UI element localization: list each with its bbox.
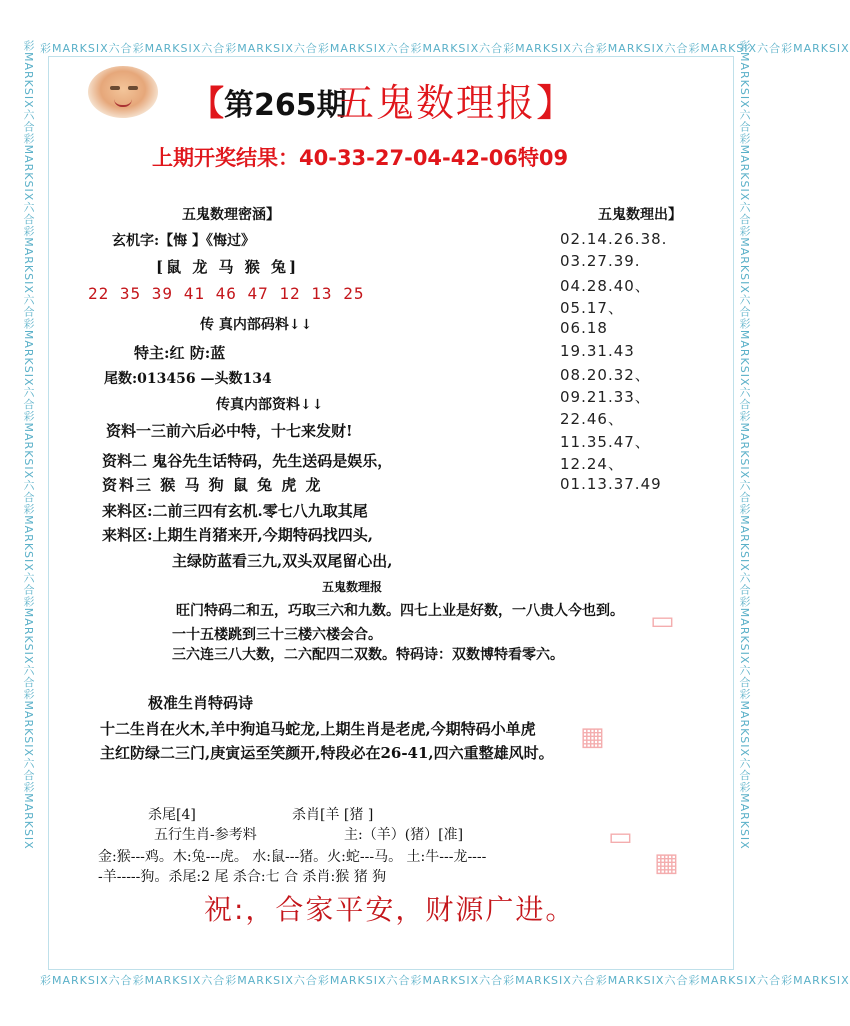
section-report-heading: 五鬼数理报 [322, 580, 383, 594]
five-elements-line-1: 金:猴---鸡。木:兔---虎。 水:鼠---猪。火:蛇---马。 土:牛---龙---- [98, 849, 487, 865]
number-group-line: 04.28.40、 [560, 276, 651, 295]
zodiac-list: [鼠 龙 马 猴 兔] [156, 258, 300, 276]
blessing-text: 祝:，合家平安，财源广进。 [204, 893, 576, 926]
result-numbers: 40-33-27-04-42-06特09 [299, 146, 569, 170]
issue-title [190, 76, 347, 125]
number-group-line: 06.18 [560, 319, 608, 338]
number-group-line: 03.27.39. [560, 252, 641, 271]
middle-line-3: 三六连三八大数，二六配四二双数。特码诗：双数博特看零六。 [172, 647, 564, 663]
poem-line-2: 主红防绿二三门,庚寅运至笑颜开,特段必在26-41,四六重整雄风时。 [100, 744, 554, 762]
number-group-line: 12.24、 [560, 455, 624, 473]
source-line-3: 主绿防蓝看三九,双头双尾留心出, [172, 552, 393, 570]
number-group-line: 08.20.32、 [560, 365, 651, 384]
mystery-word: 玄机字:【悔 】《悔过》 [112, 233, 256, 249]
fax-heading-2: 传真内部资料↓↓ [216, 397, 324, 413]
number-group-line: 05.17、 [560, 298, 624, 317]
tail-head-numbers: 尾数:013456 —头数134 [104, 371, 272, 387]
source-line-1: 来料区:二前三四有玄机.零七八九取其尾 [102, 502, 368, 520]
middle-line-1: 旺门特码二和五，巧取三六和九数。四七上业是好数，一八贵人今也到。 [176, 603, 624, 619]
watermark-top: 彩MARKSIX六合彩MARKSIX六合彩MARKSIX六合彩MARKSIX六合彩MARKSIX六合彩MARKSIX六合彩MARKSIX六合彩MARKSIX六合彩MARKSIX [40, 42, 850, 55]
stamp-mark: ▭ [650, 606, 675, 636]
special-main-color: 特主:红 防:蓝 [134, 344, 226, 362]
stamp-mark: ▦ [580, 722, 605, 752]
data-line-3: 资料三 猴 马 狗 鼠 兔 虎 龙 [102, 476, 323, 494]
number-group-line: 01.13.37.49 [560, 475, 662, 494]
section-numbers-heading: 五鬼数理出】 [598, 207, 682, 223]
stamp-mark: ▦ [654, 848, 679, 878]
fax-heading-1: 传 真内部码料↓↓ [200, 317, 313, 333]
number-group-line: 22.46、 [560, 410, 624, 429]
watermark-right: 彩MARKSIX六合彩MARKSIX六合彩MARKSIX六合彩MARKSIX六合彩MARKSIX六合彩MARKSIX六合彩MARKSIX六合彩MARKSIX六合彩MARKSIX [738, 40, 751, 850]
kill-zodiac: 杀肖[羊 [猪 ] [292, 807, 374, 823]
page-title [336, 72, 576, 127]
data-line-1: 资料一三前六后必中特，十七来发财! [106, 422, 353, 440]
last-result [152, 142, 568, 172]
data-line-2: 资料二 鬼谷先生话特码，先生送码是娱乐， [102, 452, 393, 470]
issue-number: 第265期 [224, 88, 347, 123]
avatar-portrait [88, 66, 158, 118]
bracket-close: 】 [536, 81, 577, 125]
number-group-line: 11.35.47、 [560, 432, 651, 451]
five-elements-line-2: -羊-----狗。杀尾:2 尾 杀合:七 合 杀肖:猴 猪 狗 [98, 869, 387, 885]
number-group-line: 09.21.33、 [560, 388, 651, 407]
kill-tail: 杀尾[4] [148, 807, 196, 823]
number-group-line: 02.14.26.38. [560, 230, 668, 248]
bracket-open: 【 [190, 84, 224, 124]
main-zodiac: 主:（羊）(猪）[准] [344, 827, 464, 843]
poem-line-1: 十二生肖在火木,羊中狗追马蛇龙,上期生肖是老虎,今期特码小单虎 [100, 720, 536, 738]
section-mystery-heading: 五鬼数理密涵】 [182, 207, 280, 223]
source-line-2: 来料区:上期生肖猪来开,今期特码找四头, [102, 526, 373, 544]
number-group-line: 19.31.43 [560, 341, 635, 360]
title-text: 五鬼数理报 [336, 81, 537, 125]
recommended-numbers: 22 35 39 41 46 47 12 13 25 [88, 284, 365, 303]
middle-line-2: 一十五楼跳到三十三楼六楼会合。 [172, 627, 382, 643]
five-elements-reference: 五行生肖-参考料 [154, 827, 257, 843]
watermark-bottom: 彩MARKSIX六合彩MARKSIX六合彩MARKSIX六合彩MARKSIX六合彩MARKSIX六合彩MARKSIX六合彩MARKSIX六合彩MARKSIX六合彩MARKSIX [40, 974, 850, 987]
stamp-mark: ▭ [608, 822, 633, 852]
watermark-left: 彩MARKSIX六合彩MARKSIX六合彩MARKSIX六合彩MARKSIX六合彩MARKSIX六合彩MARKSIX六合彩MARKSIX六合彩MARKSIX六合彩MARKSIX [22, 40, 35, 850]
poem-title: 极准生肖特码诗 [148, 694, 254, 712]
result-label: 上期开奖结果： [152, 146, 299, 170]
